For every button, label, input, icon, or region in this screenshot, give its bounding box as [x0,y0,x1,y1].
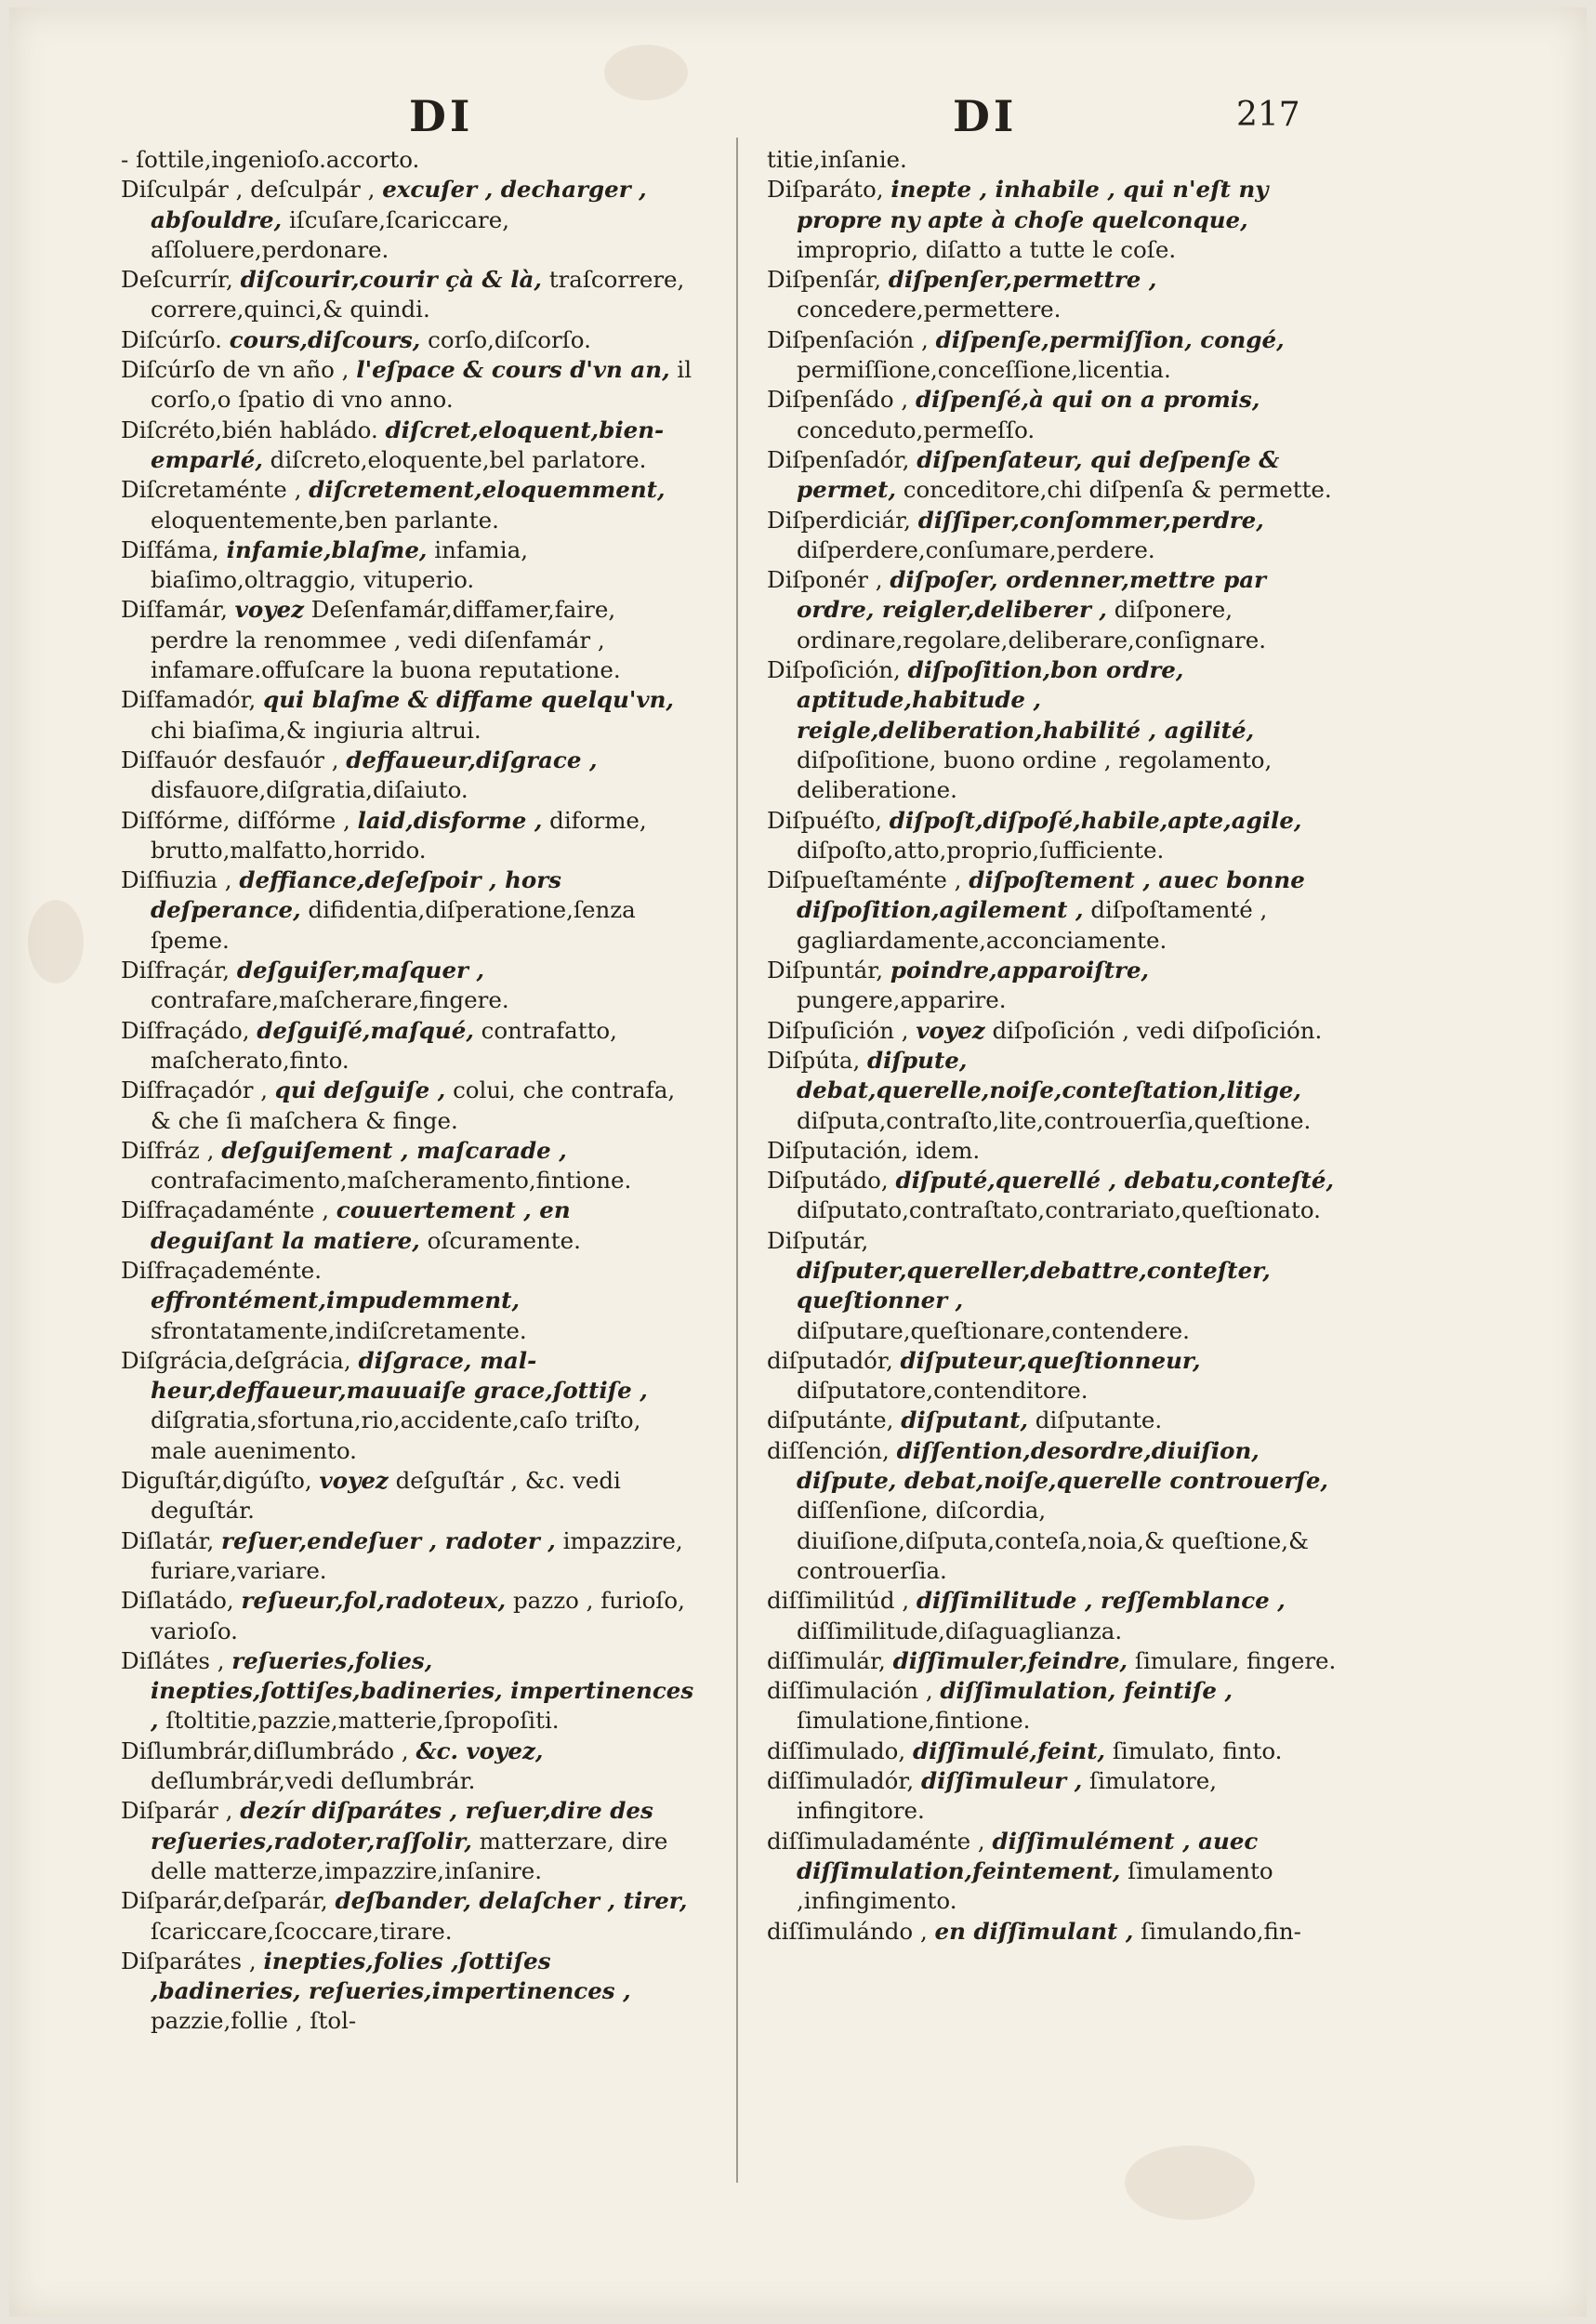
dictionary-entry [121,1947,697,2037]
italian-gloss: ſimulatione,fintione. [797,1707,1031,1735]
french-gloss: qui deſguiſe , [274,1076,446,1104]
dictionary-entry [767,175,1343,265]
italian-gloss: contrafacimento,maſcheramento,fintione. [151,1167,632,1195]
dictionary-entry [121,1796,697,1886]
headword: Diſfauór desfauór , [121,746,339,773]
italian-gloss: impazzire, furiare,variare. [151,1526,683,1584]
italian-gloss: diſputato,contraſtato,contrariato,queſtionato. [797,1196,1321,1224]
french-gloss: dezír diſparátes , reſuer,dire des reſueries,radoter,raſſolir, [151,1797,653,1855]
headword: Diſpúta, [767,1046,861,1074]
italian-gloss: iſcuſare,ſcariccare, aſſoluere,perdonare. [151,205,510,263]
french-gloss: diſpute, debat,querelle,noiſe,conteſtation,litige, [797,1046,1301,1104]
french-gloss: poindre,apparoiſtre, [890,957,1150,984]
headword: Diſcréto,bién habládo. [121,416,378,443]
headword: diſputadór, [767,1346,893,1374]
italian-gloss: diſſimilitude,diſaguaglianza. [797,1617,1123,1644]
dictionary-entry [121,746,697,806]
headword: Diſfórme, diſfórme , [121,806,350,834]
french-gloss: excuſer , decharger , abſouldre, [151,176,647,233]
french-gloss: en diſſimulant , [934,1917,1134,1945]
dictionary-entry [767,1226,1343,1346]
headword: Diſpenſár, [767,266,881,294]
headword: diſſimuladaménte , [767,1827,985,1855]
italian-gloss: ſimulamento ,infingimento. [797,1856,1273,1915]
italian-gloss: Deſenfamár,diffamer,faire, perdre la renommee , vedi diſenfamár , infamare.offuſcare la buona reputatione. [151,596,621,684]
italian-gloss: diſpoſto,atto,proprio,ſufficiente. [797,836,1165,864]
italian-gloss: diſpoſtamenté , gagliardamente,acconciamente. [797,896,1268,954]
headword: Diſpuntár, [767,957,884,984]
dictionary-entry [767,1766,1343,1827]
french-gloss: deſguiſement , maſcarade , [221,1136,567,1164]
dictionary-entry [121,865,697,956]
book-page [9,7,1587,2317]
french-gloss: reſuer,endeſuer , radoter , [221,1526,556,1554]
french-gloss: diſſimilitude , reſſemblance , [916,1587,1286,1615]
dictionary-entry [767,1346,1343,1406]
italian-gloss: pazzie,follie , ſtol- [151,2007,357,2035]
dictionary-entry [767,445,1343,506]
dictionary-entry [121,1346,697,1466]
dictionary-entry [121,475,697,535]
headword: Deſcurrír, [121,266,233,294]
italian-gloss: permiſſione,conceſſione,licentia. [797,356,1171,384]
headword: Diſfraçádo, [121,1016,250,1044]
dictionary-entry [121,595,697,685]
french-gloss: diſpenſé,à qui on a promis, [916,386,1260,414]
headword: Diſlumbrár,diſlumbrádo , [121,1736,409,1764]
column-divider [736,138,738,2183]
headword: Diſparár,deſparár, [121,1887,328,1915]
french-gloss: inepte , inhabile , qui n'eſt ny propre ny apte à choſe quelconque, [797,176,1269,233]
italian-gloss: pungere,apparire. [797,986,1007,1014]
french-gloss: diſcretement,eloquemment, [309,476,666,504]
italian-gloss: diſperdere,conſumare,perdere. [797,535,1155,563]
dictionary-entry [121,1256,697,1346]
dictionary-entry [767,145,1343,175]
italian-gloss: contrafare,maſcherare,fingere. [151,986,509,1014]
italian-gloss: conceditore,chi diſpenſa & permette. [903,476,1332,504]
headword: Diſpenſación , [767,325,929,353]
french-gloss: diſpenſateur, qui deſpenſe & permet, [797,445,1280,504]
italian-gloss: ſcariccare,ſcoccare,tirare. [151,1917,453,1945]
french-gloss: voyez [319,1467,389,1495]
french-gloss: diſſimuler,feindre, [892,1646,1128,1674]
french-gloss: diſſention,desordre,diuiſion, diſpute, debat,noiſe,querelle controuerſe, [797,1436,1328,1495]
italian-gloss: diſputare,queſtionare,contendere. [797,1316,1190,1344]
french-gloss: diſpoſtement , auec bonne diſpoſition,agilement , [797,866,1305,924]
headword: Diſpenſadór, [767,445,910,473]
headword: diſſimulár, [767,1646,886,1674]
french-gloss: reſueries,folies, inepties,ſottiſes,badineries, impertinences , [151,1646,694,1735]
italian-gloss: eloquentemente,ben parlante. [151,506,499,534]
french-gloss: deffaueur,diſgrace , [346,746,598,773]
headword: Diſpuéſto, [767,806,882,834]
italian-gloss: diſgratia,sfortuna,rio,accidente,caſo triſto, male auenimento. [151,1406,641,1464]
italian-gloss: ſimulando,fin- [1141,1917,1301,1945]
headword: Diſpenſádo , [767,386,909,414]
headword: Diſfraçadaménte , [121,1196,329,1224]
italian-gloss: ſimulatore, infingitore. [797,1767,1217,1825]
dictionary-entry [121,265,697,325]
headword: Diſfamadór, [121,686,257,714]
italian-gloss: deſguſtár , &c. vedi deguſtár. [151,1467,621,1525]
french-gloss: &c. voyez, [415,1736,544,1764]
french-gloss: diſpenſer,permettre , [888,266,1157,294]
headword: Diſperdiciár, [767,506,911,534]
dictionary-entry [767,1166,1343,1226]
headword: Diſpoſición, [767,656,901,684]
running-head-left: DI [409,91,474,141]
dictionary-entry [767,1676,1343,1736]
italian-gloss: diſpoſición , vedi diſpoſición. [992,1016,1323,1044]
dictionary-entry [121,535,697,596]
french-gloss: diſputant, [901,1406,1028,1434]
italian-gloss: diforme, brutto,malfatto,horrido. [151,806,647,864]
italian-gloss: concedere,permettere. [797,296,1062,324]
french-gloss: laid,disforme , [357,806,543,834]
french-gloss: qui blaſme & diffame quelqu'vn, [263,686,674,714]
headword: Diſparár , [121,1797,233,1825]
dictionary-entry [121,416,697,476]
headword: Diſfáma, [121,535,219,563]
headword: Diſlátes , [121,1646,225,1674]
dictionary-entry [121,1586,697,1646]
right-column [767,145,1343,1947]
headword: diſſimulándo , [767,1917,928,1945]
dictionary-entry [121,1076,697,1136]
headword: Diſparáto, [767,176,884,204]
headword: Diſputádo, [767,1167,889,1195]
dictionary-entry [121,1195,697,1256]
headword: Diſfraçadór , [121,1076,268,1104]
headword: diſſimulación , [767,1677,933,1705]
dictionary-entry [767,1917,1343,1947]
dictionary-entry [767,956,1343,1016]
headword: Diſculpár , deſculpár , [121,176,376,204]
french-gloss: effrontément,impudemment, [151,1287,520,1314]
french-gloss: diſcourir,courir çà & là, [240,266,542,294]
dictionary-entry [767,806,1343,866]
headword: diſſimilitúd , [767,1587,910,1615]
dictionary-entry [121,1016,697,1076]
dictionary-entry [767,1046,1343,1136]
french-gloss: diſpoſer, ordenner,mettre par ordre, reigler,deliberer , [797,566,1267,624]
french-gloss: diſſiper,conſommer,perdre, [917,506,1264,534]
italian-gloss: diſpoſitione, buono ordine , regolamento, deliberatione. [797,746,1273,804]
headword: Diſcúrſo. [121,325,222,353]
dictionary-entry [121,175,697,265]
left-column [121,145,697,2037]
dictionary-entry [767,655,1343,805]
italian-gloss: idem. [916,1136,981,1164]
italian-gloss: corſo,diſcorſo. [428,325,591,353]
dictionary-entry [767,1736,1343,1766]
headword: Diſcúrſo de vn año , [121,356,350,384]
headword: Diſparátes , [121,1947,257,1974]
italian-gloss: colui, che contrafa, & che ſi maſchera & finge. [151,1076,676,1134]
dictionary-entry [121,806,697,866]
dictionary-entry [767,1016,1343,1046]
dictionary-entry [121,1466,697,1526]
dictionary-entry [767,506,1343,566]
headword: Diſponér , [767,566,883,594]
dictionary-entry [121,145,697,175]
french-gloss: diſpoſt,diſpoſé,habile,apte,agile, [889,806,1302,834]
italian-gloss: infamia, biaſimo,oltraggio, vituperio. [151,535,528,594]
italian-gloss: sfrontatamente,indiſcretamente. [151,1316,527,1344]
italian-gloss: ſimulato, finto. [1112,1736,1283,1764]
headword: Diſlatádo, [121,1587,234,1615]
french-gloss: deſbander, delaſcher , tirer, [335,1887,688,1915]
running-head-right: DI [953,91,1018,141]
page-number: 217 [1236,96,1300,134]
dictionary-entry [121,956,697,1016]
italian-gloss: il corſo,o ſpatio di vno anno. [151,356,692,414]
dictionary-entry [121,1736,697,1797]
headword: Diſlatár, [121,1526,215,1554]
dictionary-entry [767,1406,1343,1435]
italian-gloss: contrafatto, maſcherato,finto. [151,1016,617,1074]
italian-gloss: diſponere, ordinare,regolare,deliberare,conſignare. [797,596,1267,654]
italian-gloss: diſputatore,contenditore. [797,1377,1088,1405]
french-gloss: reſueur,fol,radoteux, [241,1587,507,1615]
italian-gloss: oſcuramente. [427,1226,581,1254]
headword: diſſención, [767,1436,890,1464]
dictionary-entry [121,685,697,746]
italian-gloss: matterzare, dire delle matterze,impazzire,inſanire. [151,1827,668,1884]
headword: Diſcretaménte , [121,476,302,504]
italian-gloss: chi biaſima,& ingiuria altrui. [151,716,481,744]
italian-gloss: improprio, diſatto a tutte le coſe. [797,235,1177,263]
french-gloss: cours,diſcours, [229,325,421,353]
headword: Diſfiuzia , [121,866,232,894]
french-gloss: diſſimulation, feintiſe , [940,1677,1233,1705]
dictionary-entry [121,355,697,416]
italian-gloss: deſlumbrár,vedi deſlumbrár. [151,1767,476,1795]
italian-gloss: traſcorrere, correre,quinci,& quindi. [151,266,685,324]
french-gloss: diſſimuleur , [920,1767,1083,1795]
headword: Diſfráz , [121,1136,215,1164]
french-gloss: voyez [916,1016,985,1044]
dictionary-entry [767,1646,1343,1676]
headword: diſputánte, [767,1406,894,1434]
dictionary-entry [767,1586,1343,1646]
dictionary-entry [767,265,1343,325]
headword: Diſfamár, [121,596,228,624]
italian-gloss: titie,inſanie. [767,146,907,173]
dictionary-entry [767,325,1343,386]
headword: Diſpueſtaménte , [767,866,962,894]
italian-gloss: - ſottile,ingenioſo.accorto. [121,146,420,173]
dictionary-entry [121,1136,697,1196]
dictionary-entry [767,1436,1343,1586]
dictionary-entry [121,1886,697,1947]
french-gloss: inepties,folies ,ſottiſes ,badineries, reſueries,impertinences , [151,1947,631,2005]
italian-gloss: conceduto,permeſſo. [797,416,1035,443]
french-gloss: deſguiſé,maſqué, [257,1016,474,1044]
headword: Diguſtár,digúſto, [121,1467,312,1495]
french-gloss: infamie,blaſme, [226,535,428,563]
french-gloss: voyez [234,596,304,624]
french-gloss: diſputé,querellé , debatu,conteſté, [895,1167,1334,1195]
dictionary-entry [767,565,1343,655]
dictionary-entry [767,385,1343,445]
dictionary-entry [767,865,1343,956]
headword: Diſpuſición , [767,1016,909,1044]
french-gloss: couuertement , en deguiſant la matiere, [151,1196,571,1254]
italian-gloss: pazzo , furioſo, varioſo. [151,1587,685,1644]
headword: Diſputár, [767,1226,869,1254]
headword: Diſgrácia,deſgrácia, [121,1346,351,1374]
headword: Diſputación, [767,1136,909,1164]
headword: diſſimulado, [767,1736,906,1764]
dictionary-entry [767,1827,1343,1917]
french-gloss: diſputeur,queſtionneur, [900,1346,1201,1374]
french-gloss: diſpoſition,bon ordre, aptitude,habitude , reigle,deliberation,habilité , agilité, [797,656,1255,744]
french-gloss: l'eſpace & cours d'vn an, [356,356,670,384]
french-gloss: diſſimulément , auec diſſimulation,feintement, [797,1827,1259,1884]
french-gloss: diſſimulé,feint, [912,1736,1106,1764]
italian-gloss: difidentia,diſperatione,ſenza ſpeme. [151,896,636,954]
italian-gloss: diſputa,contraſto,lite,controuerſia,queſtione. [797,1106,1312,1134]
french-gloss: deffiance,deſeſpoir , hors deſperance, [151,866,561,924]
french-gloss: diſputer,quereller,debattre,conteſter, queſtionner , [797,1256,1271,1314]
italian-gloss: diſputante. [1035,1406,1163,1434]
dictionary-entry [121,1646,697,1736]
headword: diſſimuladór, [767,1767,915,1795]
italian-gloss: ſimulare, fingere. [1134,1646,1337,1674]
french-gloss: deſguiſer,maſquer , [236,957,485,984]
dictionary-entry [121,325,697,355]
italian-gloss: diſſenſione, diſcordia, diuiſione,diſputa,conteſa,noia,& queſtione,& controuerſia. [797,1497,1309,1584]
french-gloss: diſcret,eloquent,bien-emparlé, [151,416,665,473]
french-gloss: diſgrace, mal-heur,deffaueur,mauuaiſe grace,ſottiſe , [151,1346,648,1405]
italian-gloss: disfauore,diſgratia,diſaiuto. [151,776,468,804]
dictionary-entry [121,1526,697,1587]
italian-gloss: ſtoltitie,pazzie,matterie,ſpropoſiti. [165,1707,560,1735]
dictionary-entry [767,1136,1343,1166]
french-gloss: diſpenſe,permiſſion, congé, [935,325,1285,353]
headword: Diſfraçademénte. [121,1256,323,1284]
headword: Diſfraçár, [121,957,231,984]
italian-gloss: diſcreto,eloquente,bel parlatore. [270,445,647,473]
